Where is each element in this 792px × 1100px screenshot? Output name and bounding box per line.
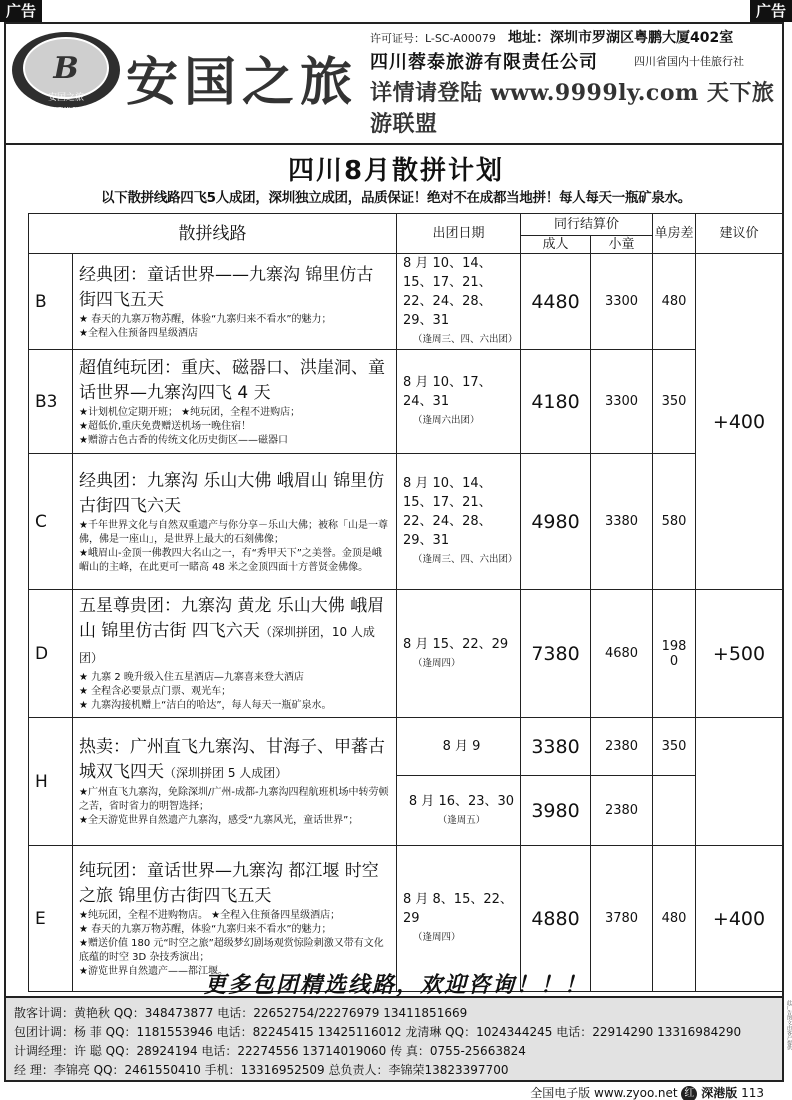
route-note: ★超低价,重庆免费赠送机场一晚住宿！ <box>79 420 252 432</box>
brand-name: 安国之旅 <box>126 52 359 113</box>
child-price: 4680 <box>591 590 653 718</box>
route-desc <box>73 590 397 718</box>
contact-line: 计调经理：许 聪 QQ：28924194 电话：22274556 13714019060 传 真：0755-25663824 <box>14 1044 526 1058</box>
route-title: 纯玩团：童话世界—九寨沟 都江堰 时空之旅 锦里仿古街四飞五天 <box>79 860 379 906</box>
dates-text: 8 月 16、23、30 <box>408 793 515 809</box>
table-row <box>29 350 783 454</box>
route-note: ★全程入住预备四星级酒店 <box>79 327 198 339</box>
table-row <box>29 718 783 776</box>
route-note: ★游览世界自然遗产——都江堰。 <box>79 965 228 977</box>
depart-dates <box>397 454 521 590</box>
header-adult: 成人 <box>521 236 591 254</box>
route-title: 经典团：童话世界——九寨沟 锦里仿古街四飞五天 <box>79 264 374 310</box>
route-code: B3 <box>29 350 73 454</box>
route-desc <box>73 254 397 350</box>
adult-price: 4180 <box>521 350 591 454</box>
route-note: ★广州直飞九寨沟，免除深圳/广州-成都-九寨沟四程航班机场中转劳顿之苦，省时省力的明智选择； <box>79 787 389 812</box>
contact-panel <box>6 998 782 1080</box>
page-footer <box>530 1084 764 1100</box>
table-row <box>29 590 783 718</box>
child-price: 3300 <box>591 350 653 454</box>
table-row <box>29 254 783 350</box>
contact-line: 散客计调：黄艳秋 QQ：348473877 电话：22652754/22276979 13411851669 <box>14 1006 468 1020</box>
page-number: 113 <box>741 1086 764 1100</box>
logo-sub: QUANTIAN CHINA <box>44 107 88 113</box>
single-line-2: 0 <box>669 653 679 669</box>
dates-text: 8 月 10、14、15、17、21、22、24、28、29、31 <box>403 476 492 548</box>
depart-dates <box>397 254 521 350</box>
single-supplement: 350 <box>653 350 696 454</box>
route-desc <box>73 454 397 590</box>
header-single: 单房差 <box>653 214 696 254</box>
route-title: 经典团：九寨沟 乐山大佛 峨眉山 锦里仿古街四飞六天 <box>79 470 385 516</box>
route-note: ★千年世界文化与自然双重遗产与你分享－乐山大佛；被称「山是一尊佛，佛是一座山」，是世界上最大的石刻佛像； <box>79 519 388 545</box>
dates-text: 8 月 15、22、29 <box>403 636 509 652</box>
route-code: C <box>29 454 73 590</box>
adult-price: 4480 <box>521 254 591 350</box>
dates-note: （逢周四） <box>413 932 461 943</box>
single-supplement: 480 <box>653 846 696 992</box>
suggested-price: +400 <box>696 254 783 590</box>
single-supplement: 580 <box>653 454 696 590</box>
route-note: ★ 九寨 2 晚升级入住五星酒店—九寨喜来登大酒店 <box>79 672 304 683</box>
child-price: 3780 <box>591 846 653 992</box>
adult-price: 4880 <box>521 846 591 992</box>
child-price: 2380 <box>591 718 653 776</box>
depart-dates <box>397 350 521 454</box>
route-note: ★赠游古色古香的传统文化历史街区——磁器口 <box>79 434 288 446</box>
suggested-price: +500 <box>696 590 783 718</box>
contact-line: 包团计调：杨 菲 QQ：1181553946 电话：82245415 13425116012 龙清琳 QQ：1024344245 电话：22914290 13316984290 <box>14 1025 742 1039</box>
dates-text: 8 月 8、15、22、29 <box>403 892 513 926</box>
page-title: 四川8月散拼计划 <box>287 156 505 186</box>
route-title-note: （深圳拼团 5 人成团） <box>164 766 288 780</box>
route-title-text: 热卖：广州直飞九寨沟、甘海子、甲蕃古城双飞四天 <box>79 737 385 782</box>
route-code: H <box>29 718 73 846</box>
single-supplement <box>653 776 696 846</box>
adult-price: 7380 <box>521 590 591 718</box>
dates-note: （逢周五） <box>437 814 486 826</box>
route-desc <box>73 718 397 846</box>
company-rank: 四川省国内十佳旅行社 <box>634 55 744 68</box>
adult-price: 3380 <box>521 718 591 776</box>
company-address: 地址：深圳市罗湖区粤鹏大厦402室 <box>508 30 734 46</box>
footer-site[interactable]: 全国电子版 www.zyoo.net <box>530 1086 678 1100</box>
route-title-text: 五星尊贵团：九寨沟 黄龙 乐山大佛 峨眉山 锦里仿古街 四飞六天 <box>79 596 385 641</box>
single-supplement: 350 <box>653 718 696 776</box>
route-desc <box>73 350 397 454</box>
route-note: ★赠送价值 180 元“时空之旅”超级梦幻剧场观赏惊险刺激又带有文化底蕴的时空 3D 杂技秀演出； <box>79 937 384 963</box>
route-code: B <box>29 254 73 350</box>
route-note: ★ 春天的九寨万物苏醒，体验“九寨归来不看水”的魅力； <box>79 313 332 325</box>
suggested-price: +400 <box>696 846 783 992</box>
depart-dates: 8 月 9 <box>397 718 521 776</box>
logo-letter: B <box>53 51 79 86</box>
route-note: ★ 九寨沟接机赠上“洁白的哈达”，每人每天一瓶矿泉水。 <box>79 700 332 711</box>
header-settle: 同行结算价 <box>521 214 653 236</box>
side-disclaimer: 此广告图文由客户提供 <box>786 1000 792 1050</box>
adult-price: 3980 <box>521 776 591 846</box>
route-note: ★ 全程含必要景点门票、观光车； <box>79 686 232 697</box>
child-price: 3380 <box>591 454 653 590</box>
header-route: 散拼线路 <box>29 214 397 254</box>
route-code: E <box>29 846 73 992</box>
website-link[interactable]: 详情请登陆 www.9999ly.com 天下旅游联盟 <box>370 80 775 137</box>
table-header-row <box>29 214 783 236</box>
route-title <box>79 594 390 671</box>
route-code: D <box>29 590 73 718</box>
route-note: ★峨眉山-金顶一佛教四大名山之一，有“秀甲天下”之美誉。金顶是峨嵋山的主峰，在此更可一睹高 48 米之金顶四面十方普贤金佛像。 <box>79 547 382 573</box>
company-name: 四川蓉泰旅游有限责任公司 <box>370 52 598 73</box>
dates-text: 8 月 10、14、15、17、21、22、24、28、29、31 <box>403 256 492 328</box>
dates-note: （逢周三、四、六出团） <box>413 554 518 565</box>
route-note: ★纯玩团，全程不进购物店。 ★全程入住预备四星级酒店； <box>79 909 341 921</box>
single-supplement: 480 <box>653 254 696 350</box>
route-note: ★计划机位定期开班； ★纯玩团，全程不进购店； <box>79 406 301 418</box>
route-table <box>28 213 783 992</box>
slogan: 以下散拼线路四飞5人成团，深圳独立成团，品质保证！绝对不在成都当地拼！每人每天一瓶矿泉水。 <box>101 190 691 206</box>
footer-edition: 深港版 <box>701 1086 738 1100</box>
depart-dates <box>397 590 521 718</box>
route-note: ★全天游览世界自然遗产九寨沟，感受“九寨风光，童话世界”； <box>79 815 359 826</box>
adult-price: 4980 <box>521 454 591 590</box>
contact-line: 经 理：李锦亮 QQ：2461550410 手机：13316952509 总负责人：李锦荣13823397700 <box>14 1063 509 1077</box>
header-suggest: 建议价 <box>696 214 783 254</box>
child-price: 2380 <box>591 776 653 846</box>
header-depart: 出团日期 <box>397 214 521 254</box>
more-routes-banner: 更多包团精选线路，欢迎咨询！！！ <box>203 972 588 998</box>
license-number: 许可证号：L-SC-A00079 <box>370 32 496 45</box>
table-row <box>29 454 783 590</box>
dates-note: （逢周三、四、六出团） <box>413 334 518 345</box>
header-child: 小童 <box>591 236 653 254</box>
single-supplement <box>653 590 696 718</box>
dates-text: 8 月 10、17、24、31 <box>403 375 492 409</box>
header-divider <box>6 143 782 145</box>
route-title <box>79 735 390 786</box>
child-price: 3300 <box>591 254 653 350</box>
brand-logo-icon <box>10 22 122 118</box>
logo-text: 安国之旅 <box>47 93 85 103</box>
ad-label-left: 广告 <box>0 0 42 22</box>
dates-note: （逢周四） <box>413 657 461 669</box>
ad-label-right: 广告 <box>750 0 792 22</box>
route-title-note: （深圳拼团，10 人成团） <box>79 625 375 665</box>
suggested-price-empty <box>696 718 783 846</box>
single-line-1: 198 <box>661 638 687 654</box>
dates-note: （逢周六出团） <box>413 415 480 426</box>
route-note: ★ 春天的九寨万物苏醒，体验“九寨归来不看水”的魅力； <box>79 923 332 935</box>
route-title: 超值纯玩团：重庆、磁器口、洪崖洞、童话世界—九寨沟四飞 4 天 <box>79 357 385 403</box>
footer-badge-icon: 红 <box>681 1086 697 1100</box>
depart-dates <box>397 776 521 846</box>
